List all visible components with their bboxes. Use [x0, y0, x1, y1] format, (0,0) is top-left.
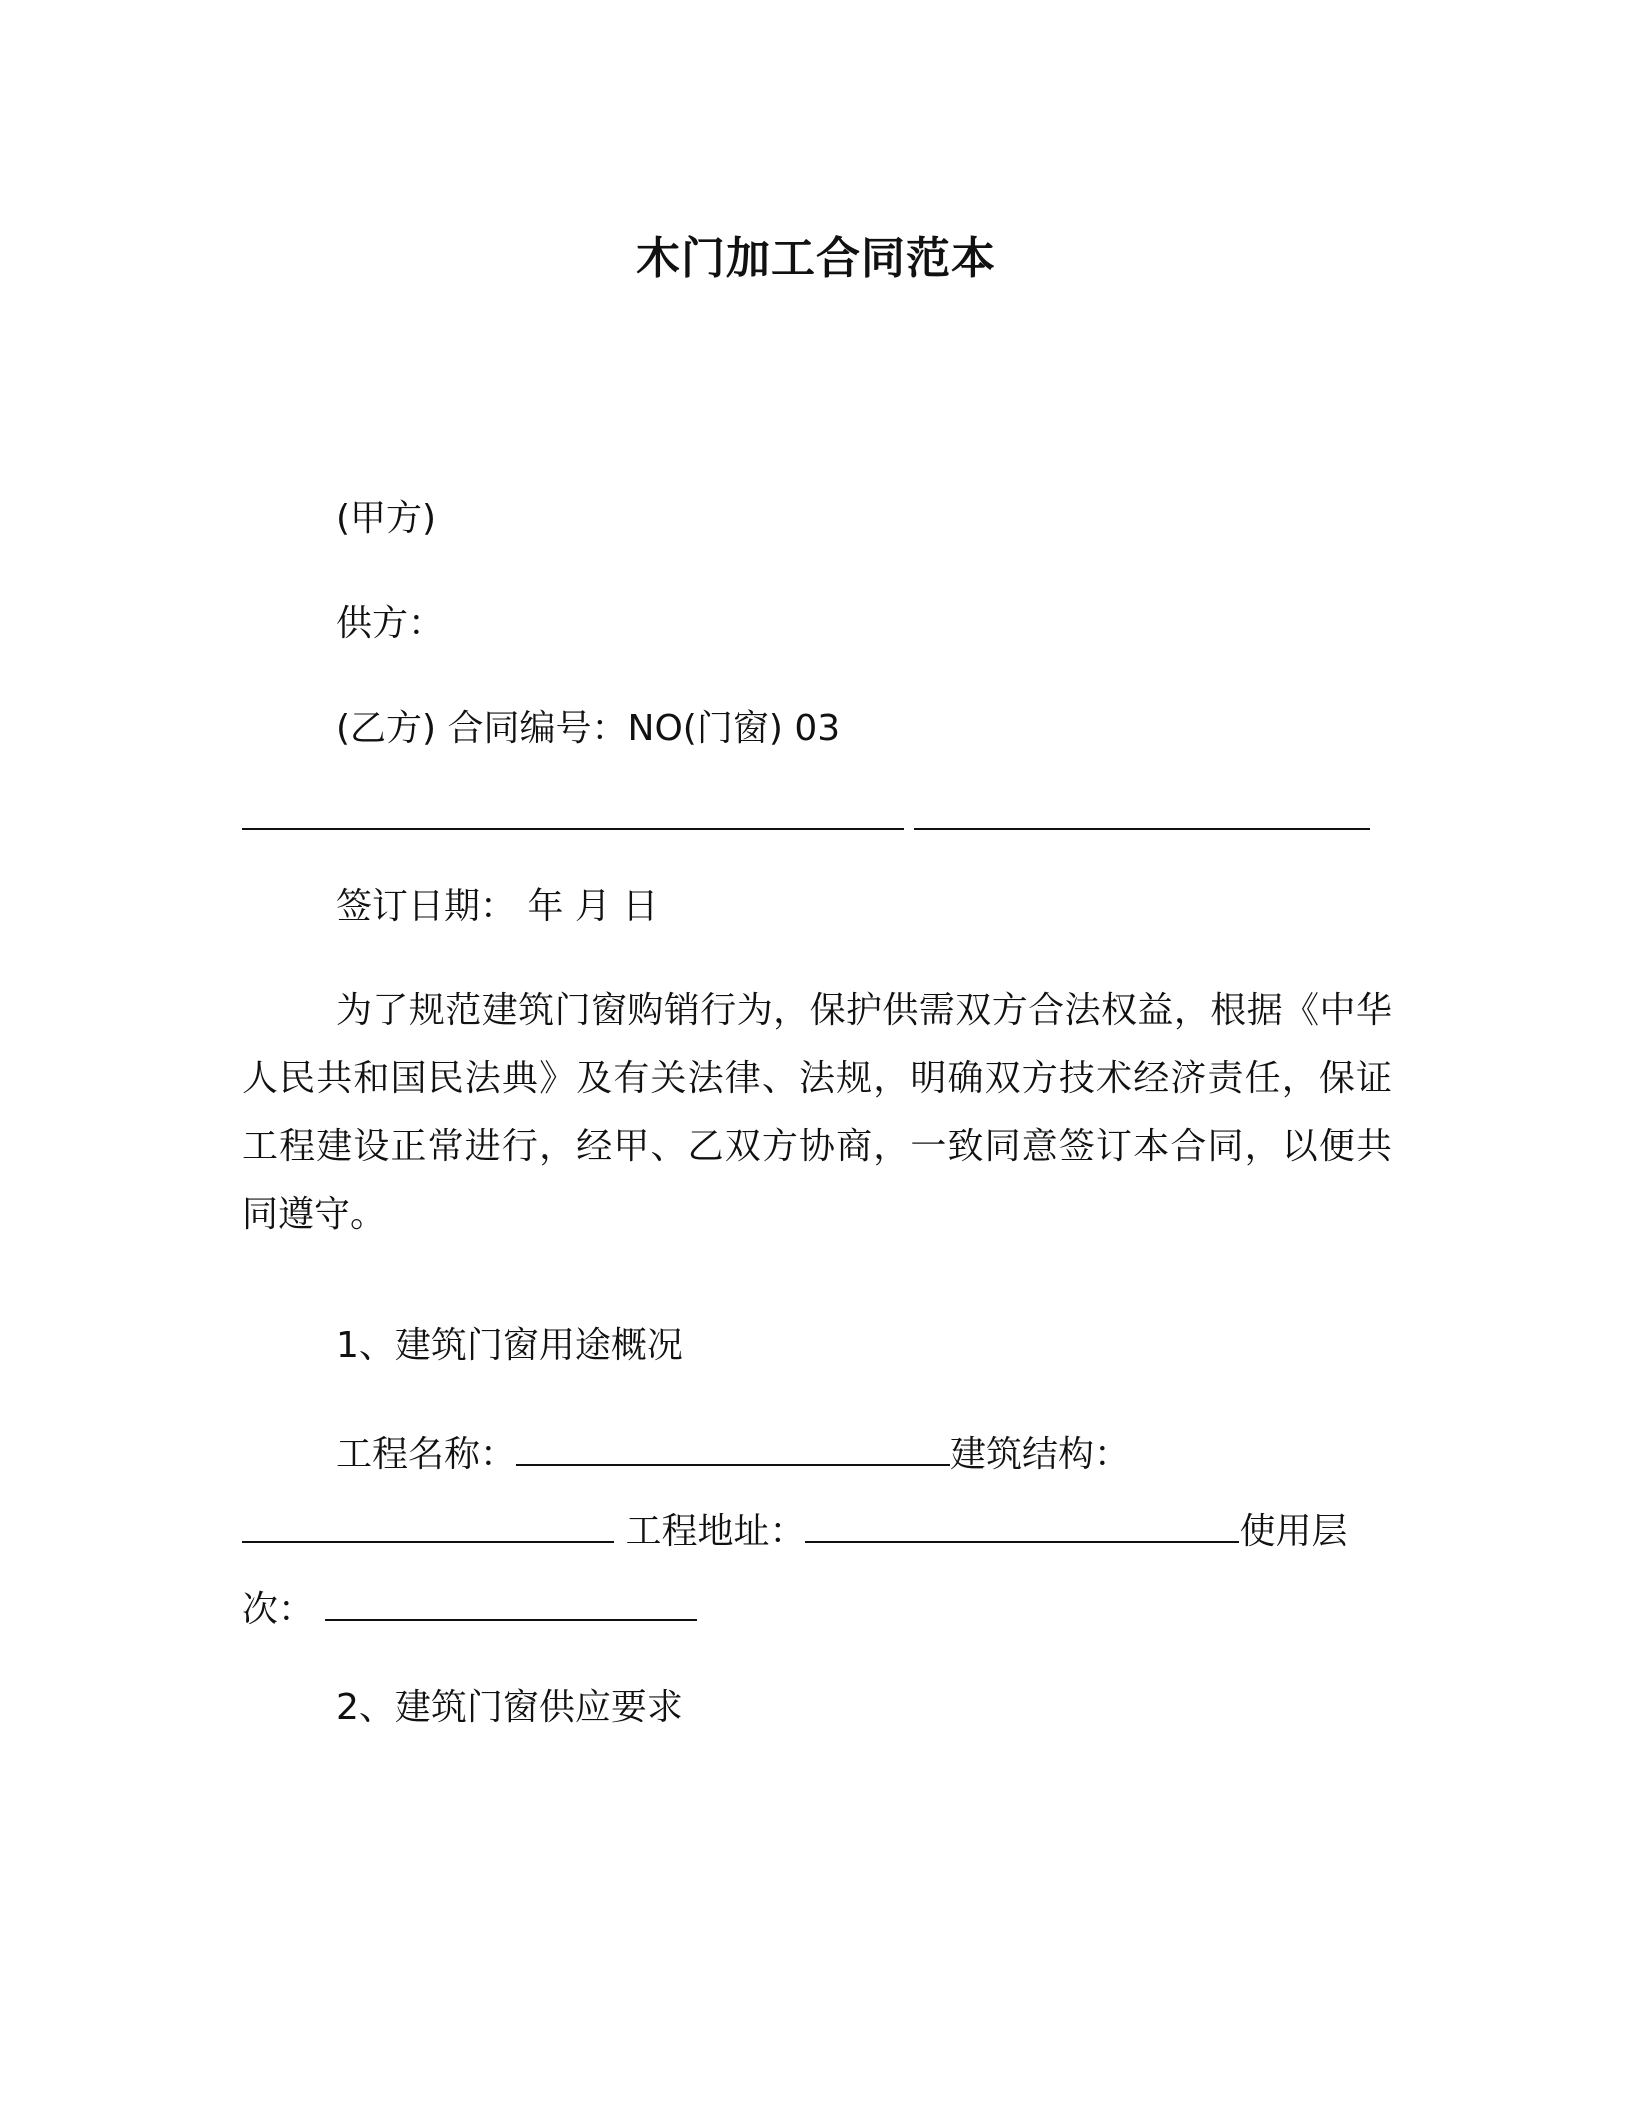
usage-level-blank — [325, 1583, 697, 1621]
address-label: 工程地址： — [625, 1511, 806, 1552]
section-2-heading: 2、建筑门窗供应要求 — [336, 1687, 683, 1728]
structure-blank — [242, 1505, 614, 1543]
section-1-heading: 1、建筑门窗用途概况 — [336, 1325, 683, 1366]
structure-label: 建筑结构： — [950, 1434, 1131, 1475]
separator-line-left — [242, 828, 904, 830]
address-row — [242, 1505, 1347, 1556]
supplier-label: 供方： — [336, 603, 445, 644]
usage-level-row — [242, 1583, 697, 1634]
usage-level-label-part2: 次： — [242, 1589, 315, 1630]
party-a-label: (甲方) — [336, 498, 437, 539]
party-b-contract-number: (乙方) 合同编号：NO(门窗) 03 — [336, 708, 841, 749]
sign-date: 签订日期： 年 月 日 — [336, 886, 659, 927]
usage-level-label-part1: 使用层 — [1239, 1511, 1348, 1552]
project-name-label: 工程名称： — [336, 1434, 517, 1475]
separator-line-right — [914, 828, 1370, 830]
address-blank — [805, 1505, 1239, 1543]
project-name-blank — [516, 1428, 950, 1466]
document-title: 木门加工合同范本 — [636, 233, 996, 284]
intro-paragraph: 为了规范建筑门窗购销行为，保护供需双方合法权益，根据《中华人民共和国民法典》及有关法律、法规，明确双方技术经济责任，保证工程建设正常进行，经甲、乙双方协商，一致同意签订本合同，以便共同遵守。 — [242, 990, 1392, 1235]
project-name-row — [336, 1428, 1130, 1479]
